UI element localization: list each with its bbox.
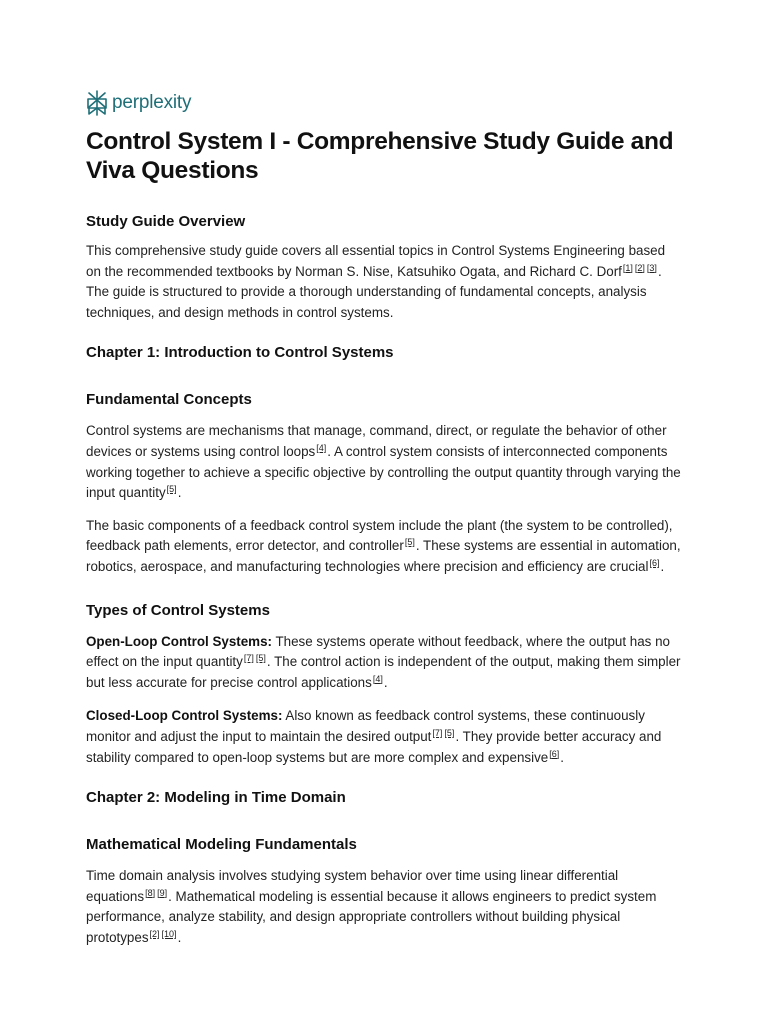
text-span: . [177,485,182,501]
open-loop-label: Open-Loop Control Systems: [86,633,272,649]
text-span: Time domain analysis involves studying system behavior over time using linear differential equations [86,868,619,904]
citation-link[interactable]: [6] [549,748,560,759]
perplexity-logo-icon [86,90,108,116]
citation-link[interactable]: [3] [646,262,657,273]
citation-link[interactable]: [10] [161,928,177,939]
citation-link[interactable]: [2] [634,262,645,273]
citation-link[interactable]: [1] [622,262,633,273]
overview-paragraph [86,241,682,323]
text-span: . The control action is independent of the output, making them simpler but less accurate for precise control applications [86,654,681,690]
types-heading: Types of Control Systems [86,601,270,619]
fundamental-concepts-heading: Fundamental Concepts [86,391,252,409]
text-span: . [560,749,564,765]
text-span: Also known as feedback control systems, these continuously monitor and adjust the input to maintain the desired output [86,708,645,744]
text-span: The basic components of a feedback control system include the plant (the system to be controlled), feedback path elements, error detector, and controller [86,517,673,554]
text-span: . A control system consists of interconnected components working together to achieve a specific objective by controlling the output quantity through varying the input quantity [86,443,681,501]
math-modeling-heading: Mathematical Modeling Fundamentals [86,836,357,854]
fundamental-paragraph-1 [86,421,682,503]
math-modeling-paragraph [86,866,682,948]
citation-link[interactable]: [5] [444,727,455,738]
perplexity-logo[interactable] [86,90,191,116]
text-span: . These systems are essential in automation, robotics, aerospace, and manufacturing technologies where precision and efficiency are crucial [86,538,681,574]
text-span: These systems operate without feedback, where the output has no effect on the input quantity [86,633,670,670]
citation-link[interactable]: [7] [432,727,443,738]
open-loop-paragraph [86,632,682,694]
citation-link[interactable]: [7] [243,653,254,664]
citation-link[interactable]: [4] [316,442,327,453]
text-span: This comprehensive study guide covers all essential topics in Control Systems Engineering based on the recommended textbooks by Norman S. Nise, Katsuhiko Ogata, and Richard C. Dorf [86,243,666,279]
citation-link[interactable]: [4] [372,673,383,684]
citation-link[interactable]: [8] [145,887,156,898]
closed-loop-paragraph [86,706,682,768]
text-span: . The guide is structured to provide a thorough understanding of fundamental concepts, analysis techniques, and design methods in control systems. [86,263,662,320]
citation-link[interactable]: [2] [149,928,160,939]
fundamental-paragraph-2 [86,516,682,578]
text-span: . [383,674,388,690]
text-span: Control systems are mechanisms that manage, command, direct, or regulate the behavior of other devices or systems using control loops [86,423,667,459]
chapter1-heading: Chapter 1: Introduction to Control Systems [86,344,394,362]
citation-link[interactable]: [5] [166,484,177,495]
citation-link[interactable]: [5] [255,653,266,664]
citation-link[interactable]: [6] [649,557,660,568]
citation-link[interactable]: [5] [404,537,415,548]
text-span: . [660,558,665,574]
citation-link[interactable]: [9] [157,887,168,898]
chapter2-heading: Chapter 2: Modeling in Time Domain [86,789,346,807]
logo-text: perplexity [112,92,192,113]
article-content [86,127,682,948]
study-overview-heading: Study Guide Overview [86,213,246,230]
page-title: Control System I - Comprehensive Study Guide and Viva Questions [86,128,674,184]
closed-loop-label: Closed-Loop Control Systems: [86,708,283,724]
text-span: . They provide better accuracy and stability compared to open-loop systems but are more complex and expensive [86,728,662,765]
text-span: . Mathematical modeling is essential because it allows engineers to predict system performance, analyze stability, and design appropriate controllers without building physical prototypes [86,888,657,945]
text-span: . [177,929,182,945]
